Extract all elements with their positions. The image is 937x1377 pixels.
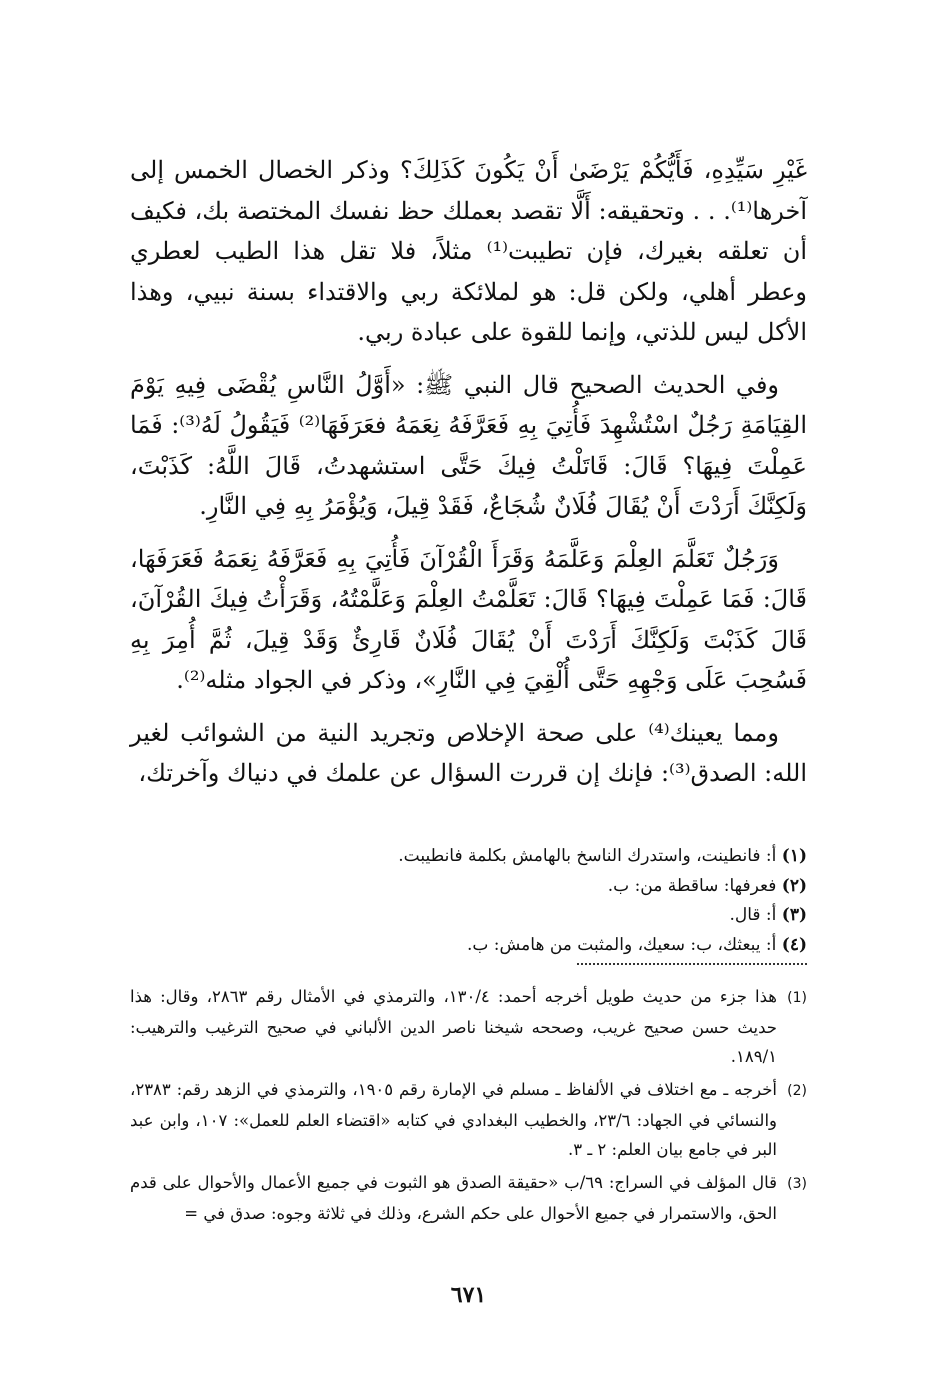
variant-text: أ: فانطينت، واستدرك الناسخ بالهامش بكلمة فانطيبت. bbox=[398, 846, 777, 866]
variant-note bbox=[130, 931, 807, 961]
paragraph: غَيْرِ سَيِّدِهِ، فَأَيُّكُمْ يَرْضَىٰ أَنْ يَكُونَ كَذَلِكَ؟ وذكر الخصال الخمس إلى آخرها⁽¹⁾. . . وتحقيقه: أَلَّا تقصد بعملك حظ نفسك المختصة بك، فكيف أن تعلقه بغيرك، فإن تطيبت⁽¹⁾ مثلاً، فلا تقل هذا الطيب لعطري وعطر أهلي، ولكن قل: هو لملائكة ربي والاقتداء بسنة نبيي، وهذا الأكل ليس للذتي، وإنما للقوة على عبادة ربي. bbox=[130, 156, 807, 346]
manuscript-variants bbox=[130, 842, 807, 960]
variant-text: فعرفها: ساقطة من: ب. bbox=[607, 875, 777, 896]
variant-text: أ: يبعثك، ب: سعيك، والمثبت من هامش: ب. bbox=[466, 934, 777, 955]
paragraph: وفي الحديث الصحيح قال النبي ﷺ: «أَوَّلُ النَّاسِ يُقْضَى فِيهِ يَوْمَ القِيَامَةِ رَجُلٌ اسْتُشْهِدَ فَأُتِيَ بِهِ فَعَرَّفَهُ نِعَمَهُ فعَرَفَهَا⁽²⁾ فَيَقُولُ لَهُ⁽³⁾: فَمَا عَمِلْتَ فِيهَا؟ قَالَ: قَاتَلْتُ فِيكَ حَتَّى استشهدتُ، قَالَ اللَّهُ: كَذَبْتَ، وَلَكِنَّكَ أَرَدْتَ أَنْ يُقَالَ فُلَانٌ شُجَاعٌ، فَقَدْ قِيلَ، وَيُؤْمَرُ بِهِ فِي النَّارِ. bbox=[130, 370, 807, 520]
footnote-text: هذا جزء من حديث طويل أخرجه أحمد: ١٣٠/٤، والترمذي في الأمثال رقم ٢٨٦٣، وقال: هذا حديث حسن صحيح غريب، وصححه شيخنا ناصر الدين الألباني في صحيح الترغيب والترهيب: ١٨٩/١. bbox=[130, 987, 777, 1066]
footnote bbox=[130, 1075, 807, 1164]
footnotes bbox=[130, 982, 807, 1232]
footnote-number: (3) bbox=[787, 1176, 807, 1192]
footnote-number: (1) bbox=[787, 990, 807, 1006]
variant-note bbox=[130, 872, 807, 902]
variant-number: (١) bbox=[781, 846, 807, 866]
paragraph: ومما يعينك⁽⁴⁾ على صحة الإخلاص وتجريد النية من الشوائب لغير الله: الصدق⁽³⁾: فإنك إن قررت السؤال عن علمك في دنياك وآخرتك، bbox=[130, 718, 807, 787]
footnote bbox=[130, 982, 807, 1071]
paragraph: وَرَجُلٌ تَعَلَّمَ العِلْمَ وَعَلَّمَهُ وَقَرَأَ الْقُرْآنَ فَأُتِيَ بِهِ فَعَرَّفَهُ نِعَمَهُ فَعَرَفَهَا، قَالَ: فَمَا عَمِلْتَ فِيهَا؟ قَالَ: تَعَلَّمْتُ العِلْمَ وَعَلَّمْتُهُ، وَقَرَأْتُ فِيكَ القُرْآنَ، قَالَ كَذَبْتَ وَلَكِنَّكَ أَرَدْتَ أَنْ يُقَالَ فُلَانٌ قَارِئٌ وَقَدْ قِيلَ، ثُمَّ أُمِرَ بِهِ فَسُحِبَ عَلَى وَجْهِهِ حَتَّى أُلْقِيَ فِي النَّارِ»، وذكر في الجواد مثله⁽²⁾. bbox=[130, 544, 808, 694]
footnote-text: أخرجه ـ مع اختلاف في الألفاظ ـ مسلم في الإمارة رقم ١٩٠٥، والترمذي في الزهد رقم: ٢٣٨٣، والنسائي في الجهاد: ٢٣/٦، والخطيب البغدادي في كتابه «اقتضاء العلم للعمل»: ١٠٧، وابن عبد البر في جامع بيان العلم: ٢ ـ ٣. bbox=[130, 1080, 778, 1159]
main-text bbox=[130, 150, 807, 794]
footnote-text: قال المؤلف في السراج: ٦٩/ب «حقيقة الصدق هو الثبوت في جميع الأعمال والأحوال على قدم الحق، والاستمرار في جميع الأحوال على حكم الشرع، وذلك في ثلاثة وجوه: صدق في = bbox=[130, 1173, 777, 1223]
variant-note bbox=[130, 842, 807, 872]
variant-text: أ: قال. bbox=[729, 905, 777, 925]
variant-note bbox=[130, 901, 807, 931]
page-number: ٦٧١ bbox=[450, 1282, 487, 1308]
variant-number: (٢) bbox=[781, 875, 807, 896]
variant-number: (٣) bbox=[781, 905, 807, 925]
footnote-number: (2) bbox=[787, 1083, 808, 1099]
footnote bbox=[130, 1168, 807, 1228]
variant-number: (٤) bbox=[781, 934, 807, 955]
footnote-divider bbox=[577, 963, 807, 965]
